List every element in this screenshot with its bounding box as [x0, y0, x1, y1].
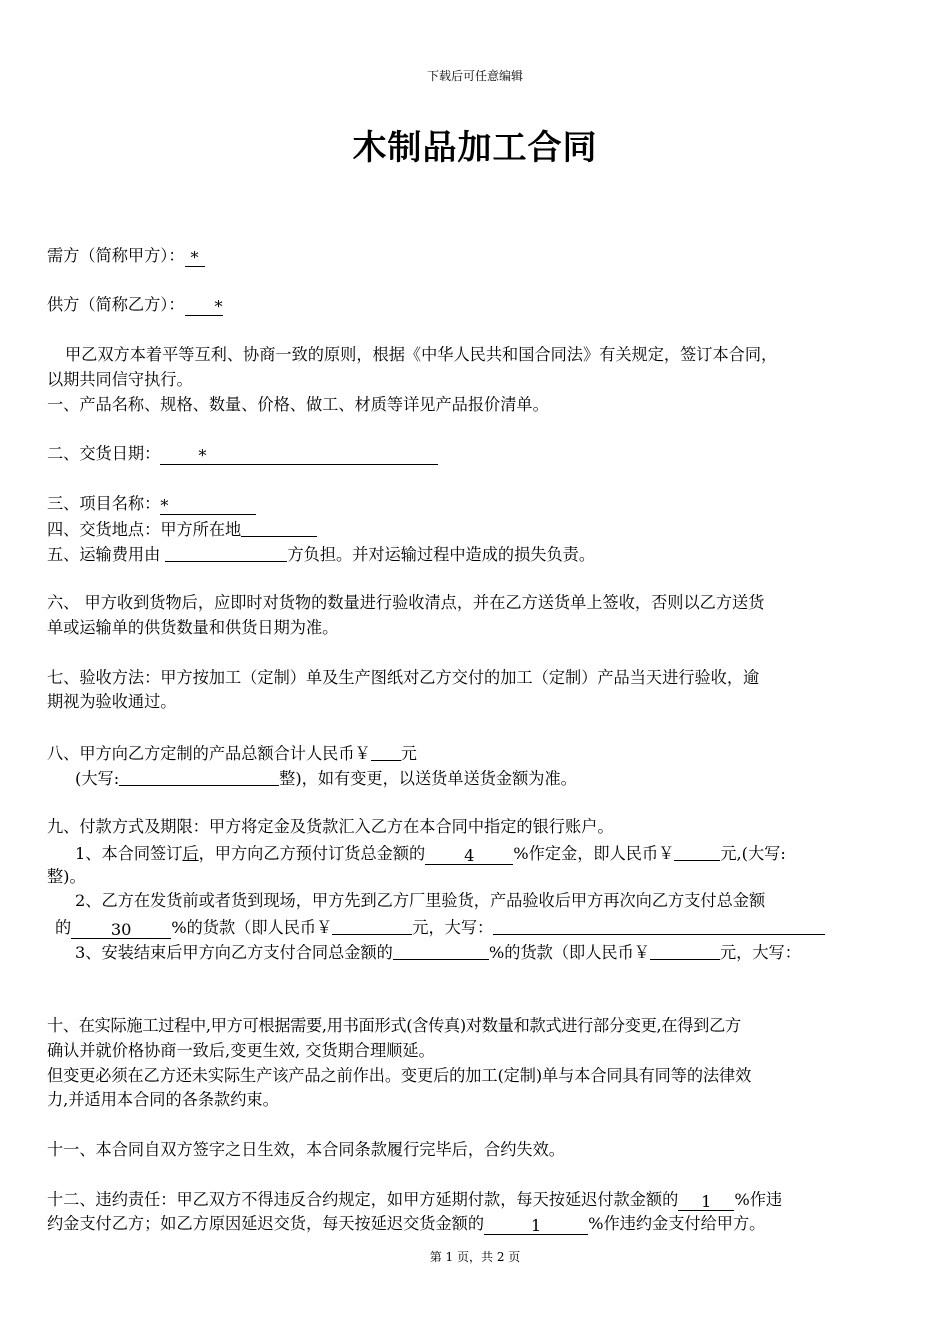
- clause-9-p2-line-2: [55, 916, 825, 939]
- clause-9-title: 九、付款方式及期限：甲方将定金及货款汇入乙方在本合同中指定的银行账户。: [47, 817, 614, 836]
- clause-8-post: 元: [400, 744, 417, 763]
- p1-a: 1、本合同签订: [75, 844, 183, 863]
- delivery-place-blank: [241, 518, 317, 537]
- p1-c: ，甲方向乙方预付订货总金额的: [198, 844, 426, 863]
- clause-4: [47, 518, 317, 540]
- party-a-line: [47, 246, 205, 267]
- clause-3: [47, 494, 256, 515]
- clause-2: [47, 444, 438, 465]
- c12-a: 十二、违约责任：甲乙双方不得违反合约规定，如甲方延期付款，每天按延迟付款金额的: [47, 1190, 679, 1209]
- p2-a: 的: [55, 918, 72, 937]
- second-payment-percent-value: 30: [71, 920, 171, 939]
- c12-d: 约金支付乙方；如乙方原因延迟交货，每天按延迟交货金额的: [47, 1214, 485, 1233]
- p3-b: %的货款（即人民币￥: [488, 943, 650, 962]
- deposit-amount-blank: [674, 842, 720, 861]
- party-a-label: 需方（简称甲方）：: [47, 246, 185, 265]
- clause-6-line-1: 六、 甲方收到货物后，应即时对货物的数量进行验收清点，并在乙方送货单上签收，否则以乙方送货: [47, 593, 765, 612]
- clause-12-line-1: [47, 1190, 782, 1211]
- final-payment-amount-blank: [650, 941, 720, 960]
- c12-c: %作违: [734, 1190, 783, 1209]
- project-name-value: *: [160, 496, 256, 515]
- party-b-value: *: [185, 297, 223, 316]
- page-footer: 第 1 页，共 2 页: [429, 1250, 521, 1264]
- clause-8-pre: 八、甲方向乙方定制的产品总额合计人民币￥: [47, 744, 371, 763]
- clause-4-label: 四、交货地点：: [47, 520, 161, 539]
- clause-9-p1-end: 整)。: [47, 867, 86, 886]
- party-b-line: [47, 295, 223, 316]
- p1-b: 后: [182, 844, 199, 863]
- clause-5-pre: 五、运输费用由: [47, 545, 161, 564]
- p3-a: 3、安装结束后甲方向乙方支付合同总金额的: [75, 943, 393, 962]
- clause-5: [47, 543, 595, 565]
- party-a-value: *: [185, 248, 205, 267]
- p2-d: 元，大写：: [412, 918, 494, 937]
- intro-line-1: 甲乙双方本着平等互利、协商一致的原则，根据《中华人民共和国合同法》有关规定，签订本合同，: [65, 345, 778, 364]
- total-amount-blank: [371, 742, 401, 761]
- p2-c: %的货款（即人民币￥: [171, 918, 333, 937]
- clause-3-label: 三、项目名称：: [47, 494, 161, 513]
- c12-f: %作违约金支付给甲方。: [588, 1214, 766, 1233]
- p1-e: %作定金，即人民币￥: [513, 844, 675, 863]
- clause-12-line-2: [47, 1214, 765, 1235]
- clause-6-line-2: 单或运输单的供货数量和供货日期为准。: [47, 618, 339, 637]
- clause-5-post: 方负担。并对运输过程中造成的损失负责。: [287, 545, 596, 564]
- second-payment-amount-blank: [332, 916, 412, 935]
- clause-10-line-2: 确认并就价格协商一致后,变更生效, 交货期合理顺延。: [47, 1041, 435, 1060]
- clause-11: 十一、本合同自双方签字之日生效，本合同条款履行完毕后，合约失效。: [47, 1140, 565, 1159]
- clause-9-p1: [75, 842, 786, 865]
- intro-line-2: 以期共同信守执行。: [47, 370, 193, 389]
- clause-10-line-4: 力,并适用本合同的各条款约束。: [47, 1090, 279, 1109]
- late-payment-rate-value: 1: [678, 1192, 734, 1211]
- clause-9-p2-line-1: 2、乙方在发货前或者货到现场，甲方先到乙方厂里验货，产品验收后甲方再次向乙方支付总金额: [75, 891, 766, 910]
- clause-8-line-2: [75, 767, 577, 789]
- clause-1: 一、产品名称、规格、数量、价格、做工、材质等详见产品报价清单。: [47, 395, 549, 414]
- contract-title: 木制品加工合同: [352, 128, 598, 168]
- party-b-label: 供方（简称乙方）：: [47, 295, 185, 314]
- clause-8-line-1: [47, 742, 417, 764]
- clause-10-line-1: 十、在实际施工过程中,甲方可根据需要,用书面形式(含传真)对数量和款式进行部分变更,在得到乙方: [47, 1016, 741, 1035]
- delivery-date-value: *: [160, 446, 438, 465]
- page-header: 下载后可任意编辑: [426, 69, 523, 83]
- clause-8-l2-post: 整)，如有变更，以送货单送货金额为准。: [279, 769, 577, 788]
- p1-f: 元,(大写:: [720, 844, 786, 863]
- clause-7-line-2: 期视为验收通过。: [47, 692, 177, 711]
- final-payment-percent-blank: [393, 941, 489, 960]
- clause-8-l2-pre: (大写:: [75, 769, 120, 788]
- amount-in-words-blank: [119, 767, 279, 786]
- clause-2-label: 二、交货日期：: [47, 444, 161, 463]
- p3-c: 元，大写：: [719, 943, 801, 962]
- clause-10-line-3: 但变更必须在乙方还未实际生产该产品之前作出。变更后的加工(定制)单与本合同具有同等的法律效: [47, 1066, 752, 1085]
- freight-party-blank: [165, 543, 287, 562]
- delivery-place-value: 甲方所在地: [160, 520, 242, 539]
- clause-9-p3: [75, 941, 801, 963]
- late-delivery-rate-value: 1: [484, 1216, 588, 1235]
- second-payment-words-blank: [493, 916, 825, 935]
- clause-7-line-1: 七、验收方法：甲方按加工（定制）单及生产图纸对乙方交付的加工（定制）产品当天进行验收，逾: [47, 668, 760, 687]
- deposit-percent-value: 4: [425, 846, 513, 865]
